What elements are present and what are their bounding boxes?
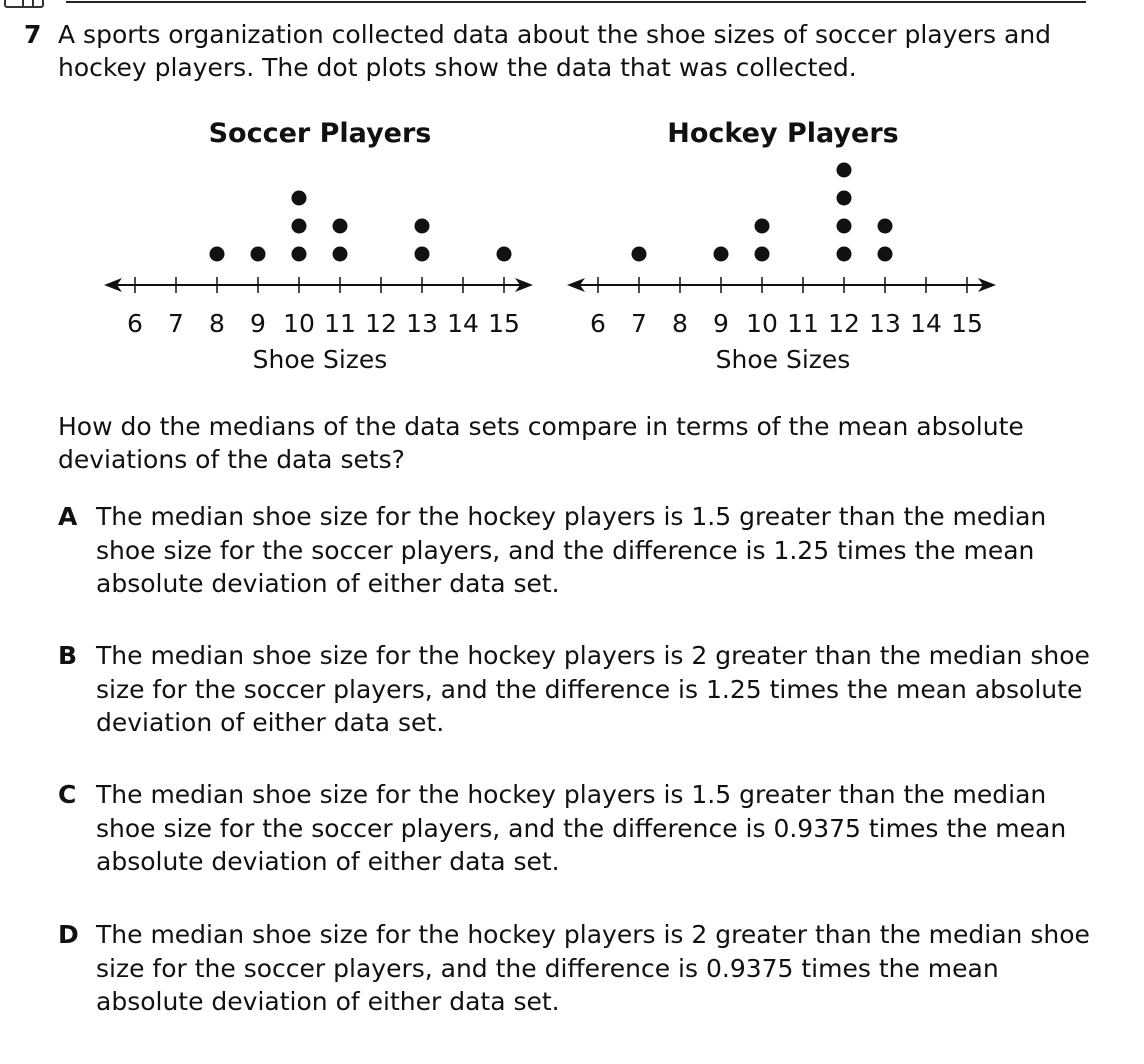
tick-label: 7 bbox=[168, 309, 184, 338]
soccer-dot-plot bbox=[100, 110, 540, 390]
choice-text: The median shoe size for the hockey players is 1.5 greater than the median shoe size for the soccer players, and the difference is 1.25 times the mean absolute deviation of either data set. bbox=[96, 502, 1047, 598]
tick-label: 15 bbox=[488, 309, 520, 338]
choice-letter: B bbox=[58, 641, 78, 670]
data-dot bbox=[333, 219, 348, 234]
data-dot bbox=[714, 247, 729, 262]
tick-label: 14 bbox=[447, 309, 479, 338]
data-dot bbox=[878, 219, 893, 234]
tick-label: 11 bbox=[787, 309, 819, 338]
tick-label: 6 bbox=[590, 309, 606, 338]
data-dot bbox=[837, 191, 852, 206]
tool-icon bbox=[4, 0, 44, 8]
top-divider bbox=[66, 1, 1086, 3]
data-dot bbox=[251, 247, 266, 262]
tick-label: 7 bbox=[631, 309, 647, 338]
choice-letter: A bbox=[58, 502, 78, 531]
choice-letter: D bbox=[58, 920, 79, 949]
data-dot bbox=[497, 247, 512, 262]
data-dot bbox=[292, 219, 307, 234]
tick-label: 11 bbox=[324, 309, 356, 338]
hockey-dot-plot bbox=[563, 110, 1003, 390]
tick-label: 13 bbox=[406, 309, 438, 338]
hockey-axis-label: Shoe Sizes bbox=[715, 345, 851, 374]
tick-label: 10 bbox=[746, 309, 778, 338]
tick-label: 13 bbox=[869, 309, 901, 338]
data-dot bbox=[755, 247, 770, 262]
tick-label: 15 bbox=[951, 309, 983, 338]
choice-text: The median shoe size for the hockey players is 2 greater than the median shoe size for the soccer players, and the difference is 1.25 times the mean absolute deviation of either data set. bbox=[96, 641, 1090, 737]
choice-text: The median shoe size for the hockey players is 2 greater than the median shoe size for the soccer players, and the difference is 0.9375 times the mean absolute deviation of either data set. bbox=[96, 920, 1090, 1016]
tick-label: 9 bbox=[713, 309, 729, 338]
choice-letter: C bbox=[58, 780, 77, 809]
tick-label: 9 bbox=[250, 309, 266, 338]
tick-label: 10 bbox=[283, 309, 315, 338]
question-text: A sports organization collected data about the shoe sizes of soccer players and hockey players. The dot plots show the data that was collected. bbox=[58, 20, 1052, 82]
tick-label: 8 bbox=[672, 309, 688, 338]
hockey-plot-title: Hockey Players bbox=[667, 118, 899, 149]
soccer-axis-label: Shoe Sizes bbox=[252, 345, 388, 374]
hockey-plot-svg bbox=[563, 110, 1003, 350]
data-dot bbox=[415, 247, 430, 262]
data-dot bbox=[878, 247, 893, 262]
data-dot bbox=[292, 247, 307, 262]
data-dot bbox=[210, 247, 225, 262]
tick-label: 6 bbox=[127, 309, 143, 338]
question-prompt: How do the medians of the data sets compare in terms of the mean absolute deviations of the data sets? bbox=[58, 412, 1024, 474]
tick-label: 8 bbox=[209, 309, 225, 338]
soccer-plot-title: Soccer Players bbox=[208, 118, 432, 149]
soccer-plot-svg bbox=[100, 110, 540, 350]
tick-label: 14 bbox=[910, 309, 942, 338]
tick-label: 12 bbox=[365, 309, 397, 338]
data-dot bbox=[292, 191, 307, 206]
data-dot bbox=[837, 247, 852, 262]
data-dot bbox=[333, 247, 348, 262]
question-number: 7 bbox=[24, 20, 42, 49]
data-dot bbox=[837, 163, 852, 178]
data-dot bbox=[837, 219, 852, 234]
choice-text: The median shoe size for the hockey players is 1.5 greater than the median shoe size for the soccer players, and the difference is 0.9375 times the mean absolute deviation of either data set. bbox=[96, 780, 1067, 876]
data-dot bbox=[755, 219, 770, 234]
tick-label: 12 bbox=[828, 309, 860, 338]
data-dot bbox=[632, 247, 647, 262]
data-dot bbox=[415, 219, 430, 234]
